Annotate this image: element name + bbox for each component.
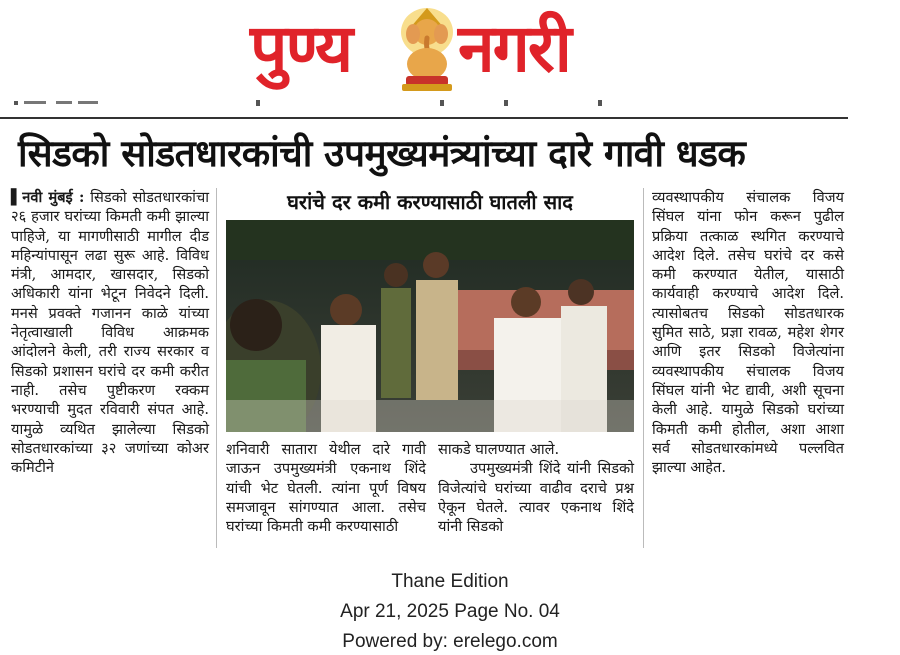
column-left-text: सिडको सोडतधारकांचा २६ हजार घरांच्या किमती कमी झाल्या पाहिजे, या मागणीसाठी मागील दीड महिन्यांपासून लढा सुरू आहे. विविध मंत्री, आमदार, खासदार, सिडको अधिकारी यांना भेटून निवेदने दिली. मनसे प्रवक्ते गजानन काळे यांच्या नेतृत्वाखाली विविध आक्रमक आंदोलने केली, तरी राज्य सरकार व सिडको प्रशासन घरांचे दर कमी करीत नाही. तसेच पुष्टीकरण रक्कम भरण्याची मुदत रविवारी संपत आहे. यामुळे व्यथित झालेल्या सिडको सोडतधारकांच्या ३२ जणांच्या कोअर कमिटीने bbox=[11, 189, 209, 477]
article-column-mid-a: शनिवारी सातारा येथील दारे गावी जाऊन उपमुख्यमंत्री एकनाथ शिंदे यांची भेट घेतली. त्यांना पूर्ण विषय समजावून सांगण्यात आला. तसेच घरांच्या किमती कमी करण्यासाठी bbox=[226, 441, 426, 536]
column-divider bbox=[643, 188, 644, 548]
dateline: ▌नवी मुंबई : bbox=[11, 189, 85, 206]
article-column-right: व्यवस्थापकीय संचालक विजय सिंघल यांना फोन करून पुढील प्रक्रिया तत्काळ स्थगित करण्याचे आदेश दिले. तसेच घरांचे दर कसे कमी करण्यात येतील, यासाठी कार्यवाही करण्याचे आदेश दिले. त्यासोबतच सिडको सोडतधारक सुमित साठे, प्रज्ञा रावळ, महेश शेगर आणि इतर सिडको विजेत्यांना व्यवस्थापकीय संचालक विजय सिंघल यांनी भेट द्यावी, अशी सूचना केली आहे. यामुळे सिडको घरांच्या किमती कमी होतील, अशा आशा सर्व सोडतधारकांमध्ये पल्लवित झाल्या आहेत. bbox=[652, 189, 844, 477]
masthead-divider bbox=[0, 117, 848, 119]
footer-date-page: Apr 21, 2025 Page No. 04 bbox=[340, 601, 560, 622]
ganesha-logo-icon bbox=[396, 2, 458, 94]
article-headline: सिडको सोडतधारकांची उपमुख्यमंत्र्यांच्या दारे गावी धडक bbox=[18, 132, 746, 175]
column-mid-b-paragraph: उपमुख्यमंत्री शिंदे यांनी सिडको विजेत्यांचे घरांच्या वाढीव दराचे प्रश्न ऐकून घेतले. त्यावर एकनाथ शिंदे यांनी सिडको bbox=[438, 460, 634, 536]
article-sub-headline: घरांचे दर कमी करण्यासाठी घातली साद bbox=[287, 190, 573, 214]
dateline-text: नवी मुंबई : bbox=[22, 189, 85, 206]
column-mid-b-line-1: साकडे घालण्यात आले. bbox=[438, 441, 560, 458]
masthead-title-right: नगरी bbox=[458, 10, 570, 87]
article-column-mid-b bbox=[438, 440, 634, 536]
article-column-left bbox=[11, 188, 209, 477]
masthead bbox=[0, 0, 900, 120]
column-divider bbox=[216, 188, 217, 548]
footer-powered-by: Powered by: erelego.com bbox=[342, 631, 558, 652]
footer-edition: Thane Edition bbox=[391, 571, 509, 592]
masthead-tagline-strip bbox=[8, 98, 658, 108]
news-photo bbox=[226, 220, 634, 432]
masthead-title-left: पुण्य bbox=[250, 10, 352, 87]
